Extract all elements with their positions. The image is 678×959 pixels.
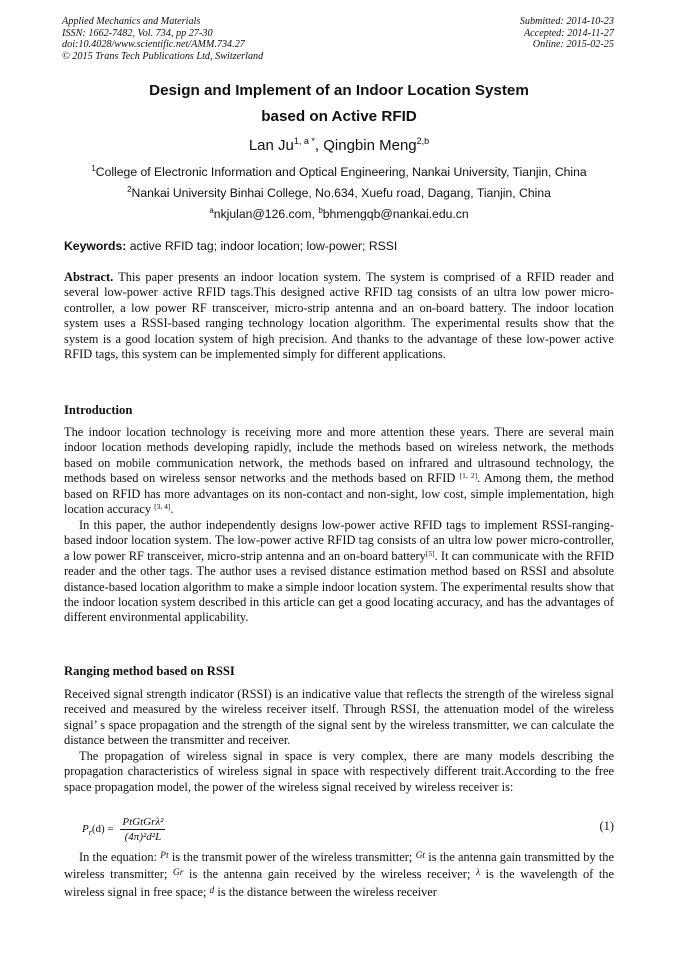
equation-1 [82, 816, 165, 843]
p3-a: In the equation: [79, 850, 161, 864]
symbol-gr: Gr [172, 868, 184, 879]
intro-p2-text: In this paper, the author independently designs low-power active RFID tags to implement RSSI-ranging-based indoor location system. The low-power active RFID tag consists of an ultra low power micro-controller, a low power RF transceiver, micro-strip antenna and an on-board battery [64, 517, 614, 563]
abstract-label: Abstract. [64, 270, 114, 284]
symbol-lambda: λ [475, 868, 481, 879]
symbol-pt: Pt [160, 851, 169, 861]
journal-issn: ISSN: 1662-7482, Vol. 734, pp 27-30 [62, 27, 213, 39]
eq-denominator: (4π)²d²L [124, 831, 162, 843]
email-a-mark: a [209, 206, 214, 215]
intro-p1-text: The indoor location technology is receiving more and more attention these years. There are several main indoor location methods developing rapidly, include the methods based on wireless network, the methods based on mobile communication network, the methods based on infrared and ultrasound technology, the methods based on wireless sensor networks and the methods based on RFID [64, 425, 614, 486]
online-date: Online: 2015-02-25 [532, 39, 614, 51]
intro-p2b-text: . It can communicate with the RFID reader and the other tags. The author uses a revised distance estimation method based on RSSI and absolute distance-based location algorithm to make a simple indoor location system. The experimental results show that the indoor location system described in this article can get a good locating accuracy, and has the advantages of different environmental applicability. [64, 548, 614, 625]
symbol-gt: Gt [415, 851, 426, 861]
p3-c: is the antenna gain transmitted by the wireless transmitter; [64, 850, 614, 882]
abstract-text: This paper presents an indoor location system. The system is comprised of a RFID reader and several low-power active RFID tags.This designed active RFID tag consists of an ultra low power micro-controller, a low power RF transceiver, micro-strip antenna and an on-board battery. The indoor location system uses a RSSI-based ranging technology location algorithm. The experimental results show that the system is a good location system of high precision. And thanks to the advantage of these low-power active RFID tags, this system can be implemented simply for different applications. [64, 270, 614, 362]
affiliation-2-text: Nankai University Binhai College, No.634, Xuefu road, Dagang, Tianjin, China [131, 186, 551, 200]
keywords-label: Keywords: [64, 239, 127, 253]
abstract [64, 270, 614, 363]
journal-doi[interactable]: doi:10.4028/www.scientific.net/AMM.734.27 [62, 39, 245, 51]
ranging-paragraph-3 [64, 850, 614, 902]
citation-3-4[interactable]: [3, 4] [154, 502, 171, 512]
author-2: Qingbin Meng [323, 137, 417, 154]
intro-p1b-text: . Among them, the method based on RFID has more advantages on its non-contact and non-sight, low cost, simple implementation, high location accuracy [64, 471, 615, 517]
eq-fraction [120, 816, 165, 843]
affiliation-1 [0, 164, 678, 179]
email-a[interactable]: nkjulan@126.com, [213, 207, 319, 221]
p3-d: is the antenna gain received by the wireless receiver; [183, 867, 476, 882]
eq-lhs: P [82, 823, 89, 836]
email-b-mark: b [318, 206, 323, 215]
ranging-heading: Ranging method based on RSSI [64, 664, 235, 678]
intro-p1c-text: . [170, 502, 174, 517]
ranging-body [64, 687, 614, 795]
keywords-text: active RFID tag; indoor location; low-power; RSSI [126, 239, 398, 253]
author-2-affiliation: 2,b [416, 136, 430, 146]
ranging-paragraph-1: Received signal strength indicator (RSSI) is an indicative value that reflects the strength of the wireless signal received and measured by the wireless receiver itself. Through RSSI, the attenuation model of the wireless signal’ s space propagation and the strength of the signal sent by the wireless transmitter, we can calculate the distance between the transmitter and receiver. [64, 687, 614, 748]
keywords [64, 239, 397, 253]
intro-paragraph-2 [64, 518, 614, 626]
equation-number: (1) [599, 819, 614, 833]
ranging-paragraph-2: The propagation of wireless signal in space is very complex, there are many models describing the propagation characteristics of wireless signal in space with respectively different trait.According to the free space propagation model, the power of the wireless signal received by wireless receiver is: [64, 748, 614, 794]
p3-f: is the distance between the wireless receiver [214, 884, 437, 899]
p3-b: is the transmit power of the wireless transmitter; [168, 850, 416, 864]
eq-num-rest: tGtGrλ² [129, 816, 164, 828]
citation-5[interactable]: [5] [425, 548, 435, 558]
p3-e: is the wavelength of the wireless signal in free space; [64, 867, 614, 899]
submitted-date: Submitted: 2014-10-23 [519, 16, 614, 27]
eq-lhs-sub: r [88, 828, 92, 838]
eq-numerator [120, 816, 165, 830]
journal-name: Applied Mechanics and Materials [62, 16, 201, 27]
affiliation-1-text: College of Electronic Information and Optical Engineering, Nankai University, Tianjin, China [95, 165, 587, 179]
affiliation-1-mark: 1 [91, 164, 96, 173]
author-emails [0, 206, 678, 221]
author-1-affiliation: 1, a * [293, 136, 315, 146]
journal-copyright: © 2015 Trans Tech Publications Ltd, Switzerland [62, 50, 264, 62]
journal-info [62, 16, 263, 62]
eq-num-p: P [122, 816, 130, 828]
title-line-1: Design and Implement of an Indoor Location System [149, 82, 529, 99]
intro-paragraph-1 [64, 425, 614, 518]
affiliation-2 [0, 185, 678, 200]
accepted-date: Accepted: 2014-11-27 [523, 27, 614, 39]
author-separator: , [314, 137, 324, 154]
publication-dates [520, 16, 614, 51]
paper-title [0, 78, 678, 130]
symbol-d: d [209, 885, 215, 896]
email-b[interactable]: bhmengqb@nankai.edu.cn [322, 207, 469, 221]
affiliation-2-mark: 2 [127, 185, 132, 194]
eq-lhs-arg: (d) = [91, 823, 114, 836]
introduction-body [64, 425, 614, 626]
author-1: Lan Ju [248, 137, 294, 154]
title-line-2: based on Active RFID [261, 108, 417, 125]
introduction-heading: Introduction [64, 403, 133, 417]
author-list [0, 136, 678, 154]
citation-1-2[interactable]: [1, 2] [459, 471, 478, 481]
